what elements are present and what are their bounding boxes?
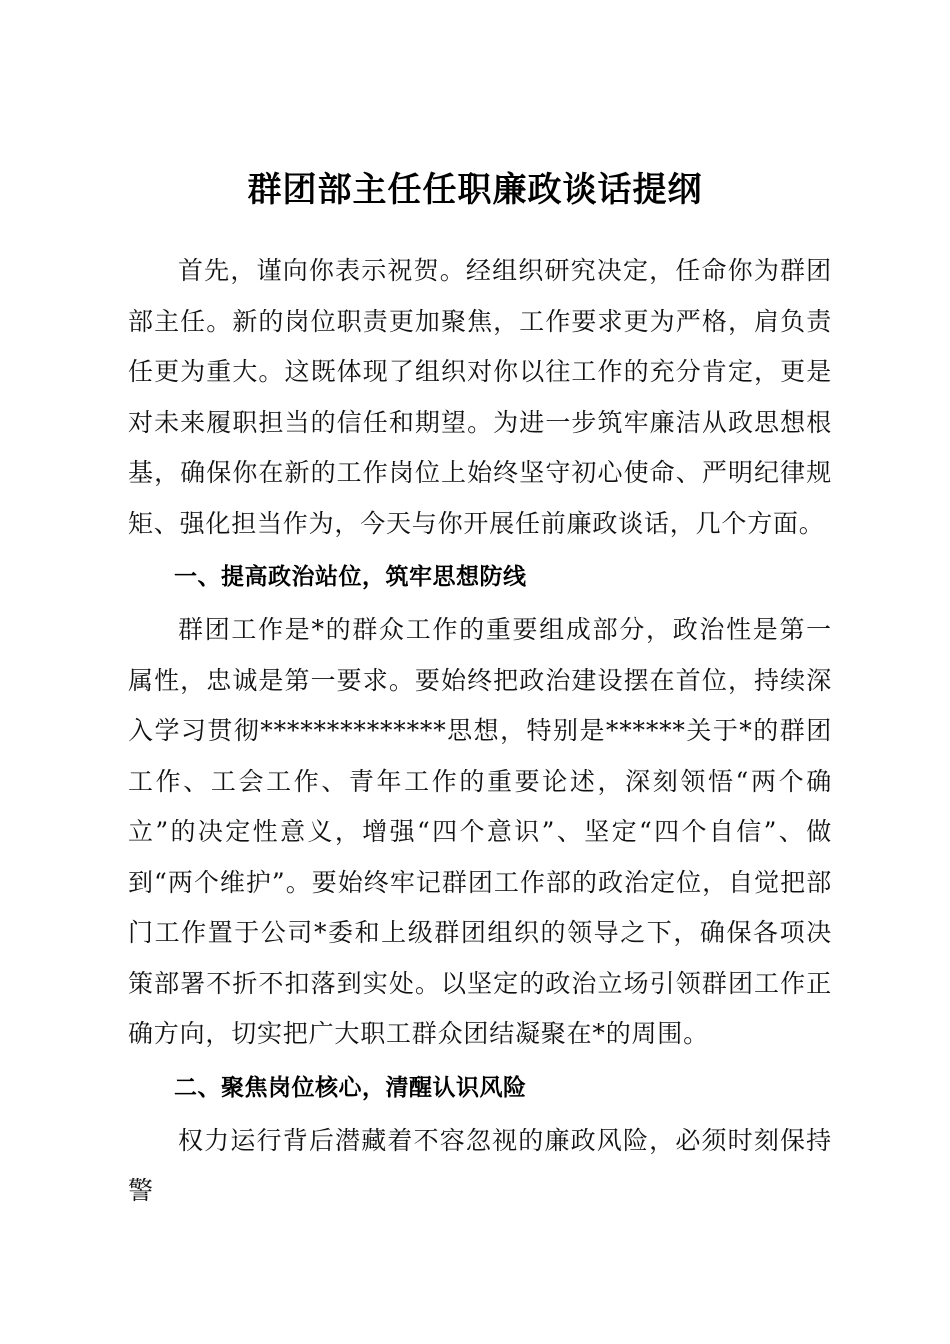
- section-heading-1: 一、提高政治站位，筑牢思想防线: [174, 564, 527, 590]
- intro-paragraph: 首先，谨向你表示祝贺。经组织研究决定，任命你为群团部主任。新的岗位职责更加聚焦，工作要求更为严格，肩负责任更为重大。这既体现了组织对你以往工作的充分肯定，更是对未来履职担当的信任和期望。为进一步筑牢廉洁从政思想根基，确保你在新的工作岗位上始终坚守初心使命、严明纪律规矩、强化担当作为，今天与你开展任前廉政谈话，几个方面。: [128, 256, 832, 538]
- document-body: [128, 246, 832, 1217]
- document-title: 群团部主任任职廉政谈话提纲: [247, 170, 703, 210]
- section-heading-2: 二、聚焦岗位核心，清醒认识风险: [174, 1074, 527, 1101]
- section-paragraph-1: 群团工作是*的群众工作的重要组成部分，政治性是第一属性，忠诚是第一要求。要始终把政治建设摆在首位，持续深入学习贯彻**************思想，特别是******关于*的群团工作、工会工作、青年工作的重要论述，深刻领悟“两个确立”的决定性意义，增强“四个意识”、坚定“四个自信”、做到“两个维护”。要始终牢记群团工作部的政治定位，自觉把部门工作置于公司*委和上级群团组织的领导之下，确保各项决策部署不折不扣落到实处。以坚定的政治立场引领群团工作正确方向，切实把广大职工群众团结凝聚在*的周围。: [128, 615, 832, 1048]
- section-paragraph-2: 权力运行背后潜藏着不容忽视的廉政风险，必须时刻保持警: [128, 1125, 832, 1205]
